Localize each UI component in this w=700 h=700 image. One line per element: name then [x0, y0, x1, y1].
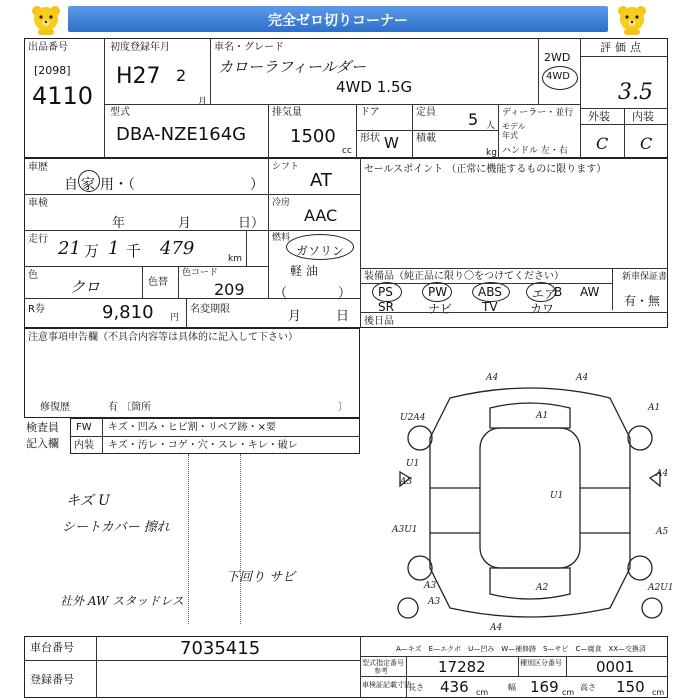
mileage-label: 走行 — [28, 234, 48, 245]
spec-width-label: 幅 — [508, 683, 516, 692]
repair-value: 有 〔箇所 — [108, 402, 152, 413]
displacement-unit: cc — [342, 146, 352, 156]
name-change-month: 月 — [288, 309, 302, 324]
spec-type-label: 型式指定番号 — [362, 659, 404, 667]
handwritten-line-3: 下回り サビ — [226, 570, 296, 585]
color-value: クロ — [70, 278, 101, 296]
spec-length-unit: cm — [476, 688, 489, 697]
inspection-label: 車検 — [28, 198, 48, 209]
displacement-label: 排気量 — [272, 107, 302, 118]
diagram-mark: A1 — [536, 411, 549, 421]
diagram-mark: U2A4 — [400, 413, 426, 423]
exterior-value: C — [596, 134, 609, 153]
equip-b: B — [554, 285, 563, 299]
equip-abs-circle — [472, 282, 510, 302]
loadcap-unit: kg — [486, 148, 497, 158]
diagram-mark: A4 — [576, 373, 589, 383]
color-code: 209 — [214, 280, 245, 299]
inspector-label-1: 検査員 — [26, 421, 59, 434]
mileage-man: 21 — [58, 238, 81, 259]
registration-month: 2 — [176, 66, 187, 85]
diagram-mark: U1 — [406, 459, 420, 469]
handwritten-line-4: 社外 AW スタッドレス — [60, 594, 184, 608]
equip-aw: AW — [580, 285, 600, 299]
fuel-label: 燃料 — [272, 233, 291, 243]
inspector-label-2: 記入欄 — [26, 437, 59, 450]
sales-point-label: セールスポイント （正常に機能するものに限ります） — [364, 164, 607, 175]
equip-abs: ABS — [478, 285, 502, 299]
spec-height-unit: cm — [652, 688, 665, 697]
spec-width-value: 169 — [530, 678, 559, 696]
spec-ref-label: 参考 — [374, 667, 388, 675]
color-paren-open: （ — [274, 286, 288, 301]
repair-label: 修復歴 — [40, 402, 70, 413]
drive-value: 4WD — [546, 71, 570, 82]
history-text-circ: 家 — [81, 177, 95, 193]
history-text-a: 自 — [64, 177, 78, 193]
inspection-month: 月 — [178, 216, 192, 231]
notes-label: 注意事項申告欄（不具合内容等は具体的に記入して下さい） — [28, 332, 298, 343]
banner-title: 完全ゼロ切りコーナー — [268, 13, 408, 29]
diagram-mark: A2 — [536, 583, 549, 593]
color-label: 色 — [28, 270, 38, 281]
diagram-mark: A4 — [656, 469, 669, 479]
shape-label: 形状 — [360, 133, 380, 144]
car-grade: 4WD 1.5G — [336, 78, 413, 96]
bear-mascot-icon — [28, 4, 64, 36]
shift-value: AT — [310, 170, 332, 191]
shift-label: シフト — [272, 162, 300, 172]
chassis-value: 7035415 — [180, 638, 261, 659]
equip-air-circle — [526, 282, 556, 302]
car-name-label: 車名・グレード — [214, 42, 284, 53]
diagram-mark: U1 — [550, 491, 564, 501]
fuel-circle — [286, 234, 354, 260]
fuel-diesel: 軽 油 — [290, 264, 318, 278]
loadcap-label: 積載 — [416, 133, 436, 144]
inspector-row1-head: FW — [76, 422, 92, 433]
aircon-value: AAC — [304, 206, 338, 225]
recycle-label: R券 — [28, 304, 45, 315]
door-label: ドア — [360, 107, 380, 118]
history-text-c: ） — [250, 177, 264, 193]
capacity-label: 定員 — [416, 107, 436, 118]
handwritten-line-1: キズ U — [66, 493, 110, 509]
mileage-man-unit: 万 — [84, 242, 100, 260]
exterior-label: 外装 — [588, 110, 610, 123]
model-value: DBA-NZE164G — [116, 124, 247, 145]
capacity-value: 5 — [468, 110, 479, 129]
mileage-sen-unit: 千 — [126, 242, 142, 260]
mileage-sen: 1 — [108, 238, 120, 259]
rating-label: 評価点 — [600, 41, 645, 54]
interior-label: 内装 — [632, 110, 654, 123]
lot-label: 出品番号 — [28, 42, 68, 53]
diagram-mark: A3 — [400, 477, 413, 487]
inspector-row2-head: 内装 — [74, 440, 94, 451]
equip-sr: SR — [378, 300, 394, 314]
inspection-year: 年 — [112, 216, 126, 231]
equip-ps: PS — [378, 285, 393, 299]
spec-width-unit: cm — [562, 688, 575, 697]
equipment-label: 装備品（純正品に限り〇をつけてください） — [364, 271, 564, 282]
equip-navi: ナビ — [428, 302, 453, 316]
equip-pw-circle — [422, 282, 452, 302]
header-banner — [0, 4, 700, 34]
spec-type-value: 17282 — [438, 658, 486, 676]
drive-label: 2WD — [544, 51, 571, 64]
fuel-gasoline: ガソリン — [296, 244, 345, 258]
spec-height-value: 150 — [616, 678, 645, 696]
diagram-mark: A4 — [490, 623, 503, 632]
history-text-b: 用・（ — [100, 177, 135, 193]
plate-label: 登録番号 — [30, 673, 74, 686]
bear-mascot-icon — [614, 4, 650, 36]
color-code-label: 色コード — [182, 268, 219, 278]
equip-pw: PW — [428, 285, 448, 299]
inspector-row1: キズ・凹み・ヒビ割・リペア跡・×要 — [108, 422, 276, 433]
spec-height-label: 高さ — [580, 683, 596, 692]
model-label: 型式 — [110, 107, 130, 118]
diagram-mark: A2U1 — [648, 583, 674, 593]
color-paren-close: ） — [338, 286, 352, 301]
spec-length-value: 436 — [440, 678, 469, 696]
dealer-label: ディーラー・並行 — [502, 108, 574, 118]
equip-air: エア — [532, 287, 557, 301]
diagram-mark: A1 — [648, 403, 661, 413]
handwritten-line-2: シートカバー 擦れ — [62, 520, 170, 535]
rating-score: 3.5 — [618, 80, 653, 105]
registration-year: H27 — [116, 64, 161, 89]
displacement-value: 1500 — [290, 126, 336, 147]
inspector-row2: キズ・汚レ・コゲ・穴・スレ・キレ・破レ — [108, 440, 298, 451]
seat-label: 後日品 — [364, 316, 394, 327]
equip-leather: カワ — [530, 302, 555, 316]
mileage-rest: 479 — [160, 238, 195, 259]
interior-value: C — [640, 134, 653, 153]
diagram-legend: A—キズ E—エクボ U—凹み W—補修跡 S—サビ C—腐食 XX—交換済 — [396, 645, 647, 653]
name-change-day: 日 — [336, 309, 350, 324]
mileage-unit: km — [228, 254, 242, 264]
spec-class-value: 0001 — [596, 658, 635, 676]
lot-code: [2098] — [34, 64, 71, 77]
name-change-label: 名変期限 — [190, 304, 230, 315]
repair-close: 〕 — [338, 402, 348, 413]
color-change-label: 色替 — [148, 277, 168, 288]
car-name: カローラフィールダー — [218, 58, 366, 76]
recycle-unit: 円 — [170, 313, 180, 323]
history-label: 車歴 — [28, 162, 48, 173]
spec-class-label: 種別区分番号 — [520, 659, 562, 667]
capacity-unit: 人 — [486, 121, 496, 131]
diagram-mark: A3 — [428, 597, 441, 607]
diagram-mark: A4 — [486, 373, 499, 383]
equip-tv: TV — [482, 300, 498, 314]
registration-month-unit: 月 — [198, 97, 208, 107]
equip-ps-circle — [372, 282, 402, 302]
aircon-label: 冷房 — [272, 198, 291, 208]
spec-length-label: 長さ — [408, 683, 424, 692]
diagram-mark: A3U1 — [392, 525, 418, 535]
registration-label: 初度登録年月 — [110, 42, 170, 53]
warranty-label: 新車保証書 — [622, 272, 668, 282]
shape-value: W — [384, 134, 399, 152]
diagram-mark: A3 — [424, 581, 437, 591]
car-damage-diagram — [380, 368, 680, 632]
diagram-mark: A5 — [656, 527, 669, 537]
spec-size-label: 車検証記載寸法 — [362, 681, 411, 689]
model-year-label: モデル年式 — [502, 122, 526, 140]
recycle-value: 9,810 — [102, 302, 154, 323]
lot-number: 4110 — [32, 82, 94, 110]
handle-label: ハンドル 左・右 — [502, 146, 568, 156]
chassis-label: 車台番号 — [30, 641, 74, 654]
inspection-day: 日） — [238, 216, 265, 231]
warranty-value: 有・無 — [624, 294, 661, 308]
